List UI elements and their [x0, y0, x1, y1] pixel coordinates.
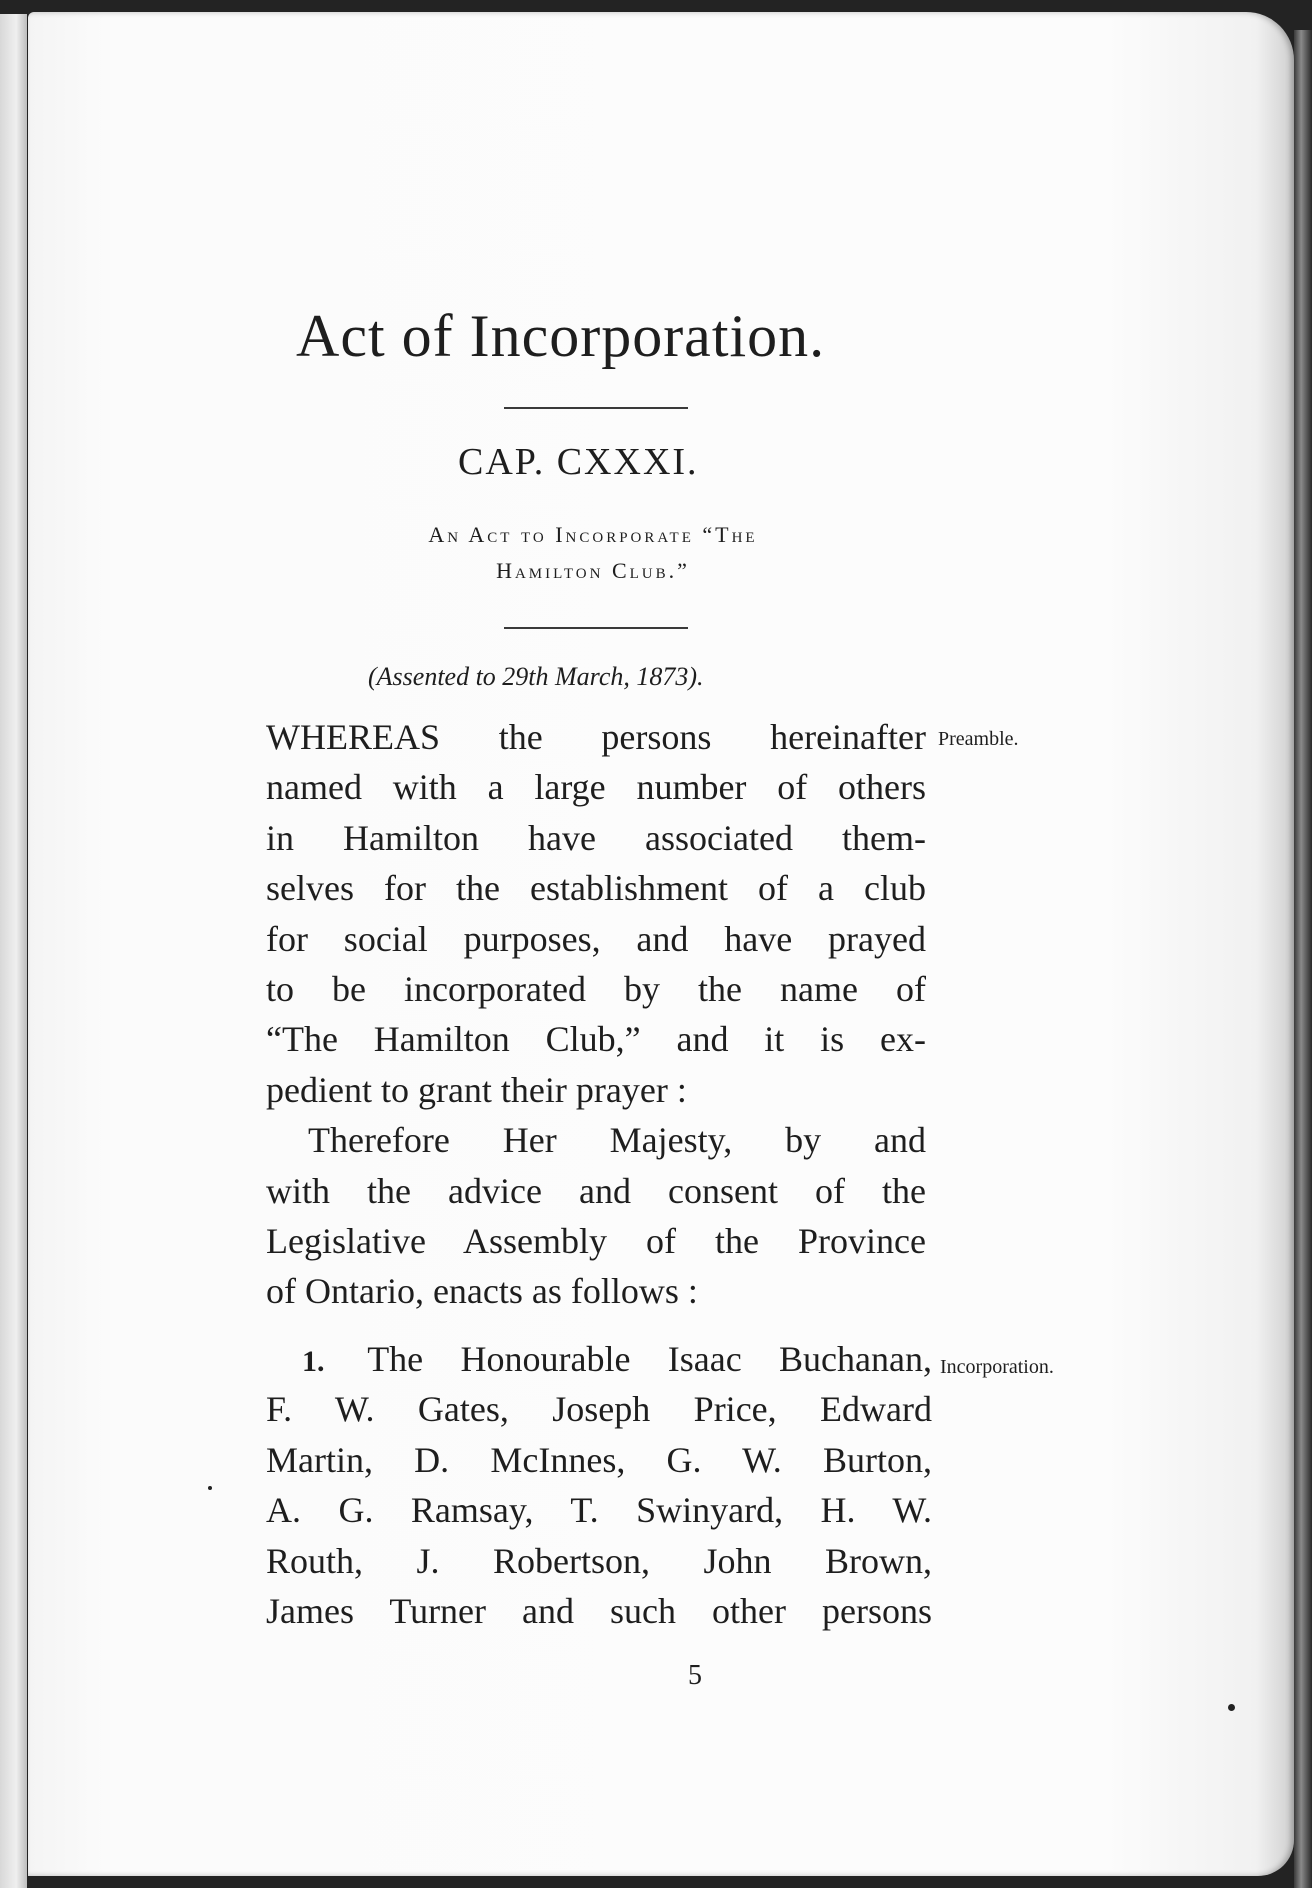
section-first-line: [266, 1334, 932, 1384]
print-speck: [1228, 1704, 1235, 1711]
text-line: to be incorporated by the name of: [266, 968, 926, 1009]
assent-date: (Assented to 29th March, 1873).: [368, 662, 704, 691]
margin-note-preamble: Preamble.: [938, 728, 1019, 750]
text-line: James Turner and such other persons: [266, 1590, 932, 1631]
text-line: Legislative Assembly of the Province: [266, 1220, 926, 1261]
text-line: selves for the establishment of a club: [266, 868, 926, 909]
text-line: of Ontario, enacts as follows :: [266, 1271, 698, 1312]
preamble-text: [266, 712, 926, 1317]
text-line: A. G. Ramsay, T. Swinyard, H. W.: [266, 1490, 932, 1531]
chapter-heading: CAP. CXXXI.: [458, 441, 699, 483]
page-title: Act of Incorporation.: [296, 303, 826, 369]
text-line: pedient to grant their prayer :: [266, 1069, 687, 1110]
act-title-divider: [504, 627, 688, 629]
title-divider: [504, 407, 688, 409]
text-line: WHEREAS the persons hereinafter: [266, 717, 926, 757]
page: [28, 12, 1294, 1876]
section-number: 1.: [302, 1345, 325, 1378]
page-number: 5: [688, 1660, 702, 1691]
text-line: with the advice and consent of the: [266, 1170, 926, 1211]
act-title-line: Hamilton Club.”: [496, 558, 690, 583]
text-line: Routh, J. Robertson, John Brown,: [266, 1540, 932, 1581]
text-line: The Honourable Isaac Buchanan,: [367, 1339, 932, 1379]
text-line: Martin, D. McInnes, G. W. Burton,: [266, 1439, 932, 1480]
act-title-line: An Act to Incorporate “The: [428, 522, 758, 547]
margin-note-incorporation: Incorporation.: [940, 1356, 1054, 1378]
text-line: F. W. Gates, Joseph Price, Edward: [266, 1389, 932, 1430]
text-line: Therefore Her Majesty, by and: [308, 1120, 926, 1161]
text-line: named with a large number of others: [266, 767, 926, 808]
print-speck: [208, 1486, 212, 1490]
text-line: in Hamilton have associated them-: [266, 817, 926, 858]
book-edge-shadow: [1294, 30, 1312, 1888]
act-title: [318, 517, 868, 589]
section-1-text: [266, 1334, 932, 1636]
text-line: for social purposes, and have prayed: [266, 918, 926, 959]
text-line: “The Hamilton Club,” and it is ex-: [266, 1019, 926, 1060]
facing-page-edge: [0, 14, 27, 1888]
